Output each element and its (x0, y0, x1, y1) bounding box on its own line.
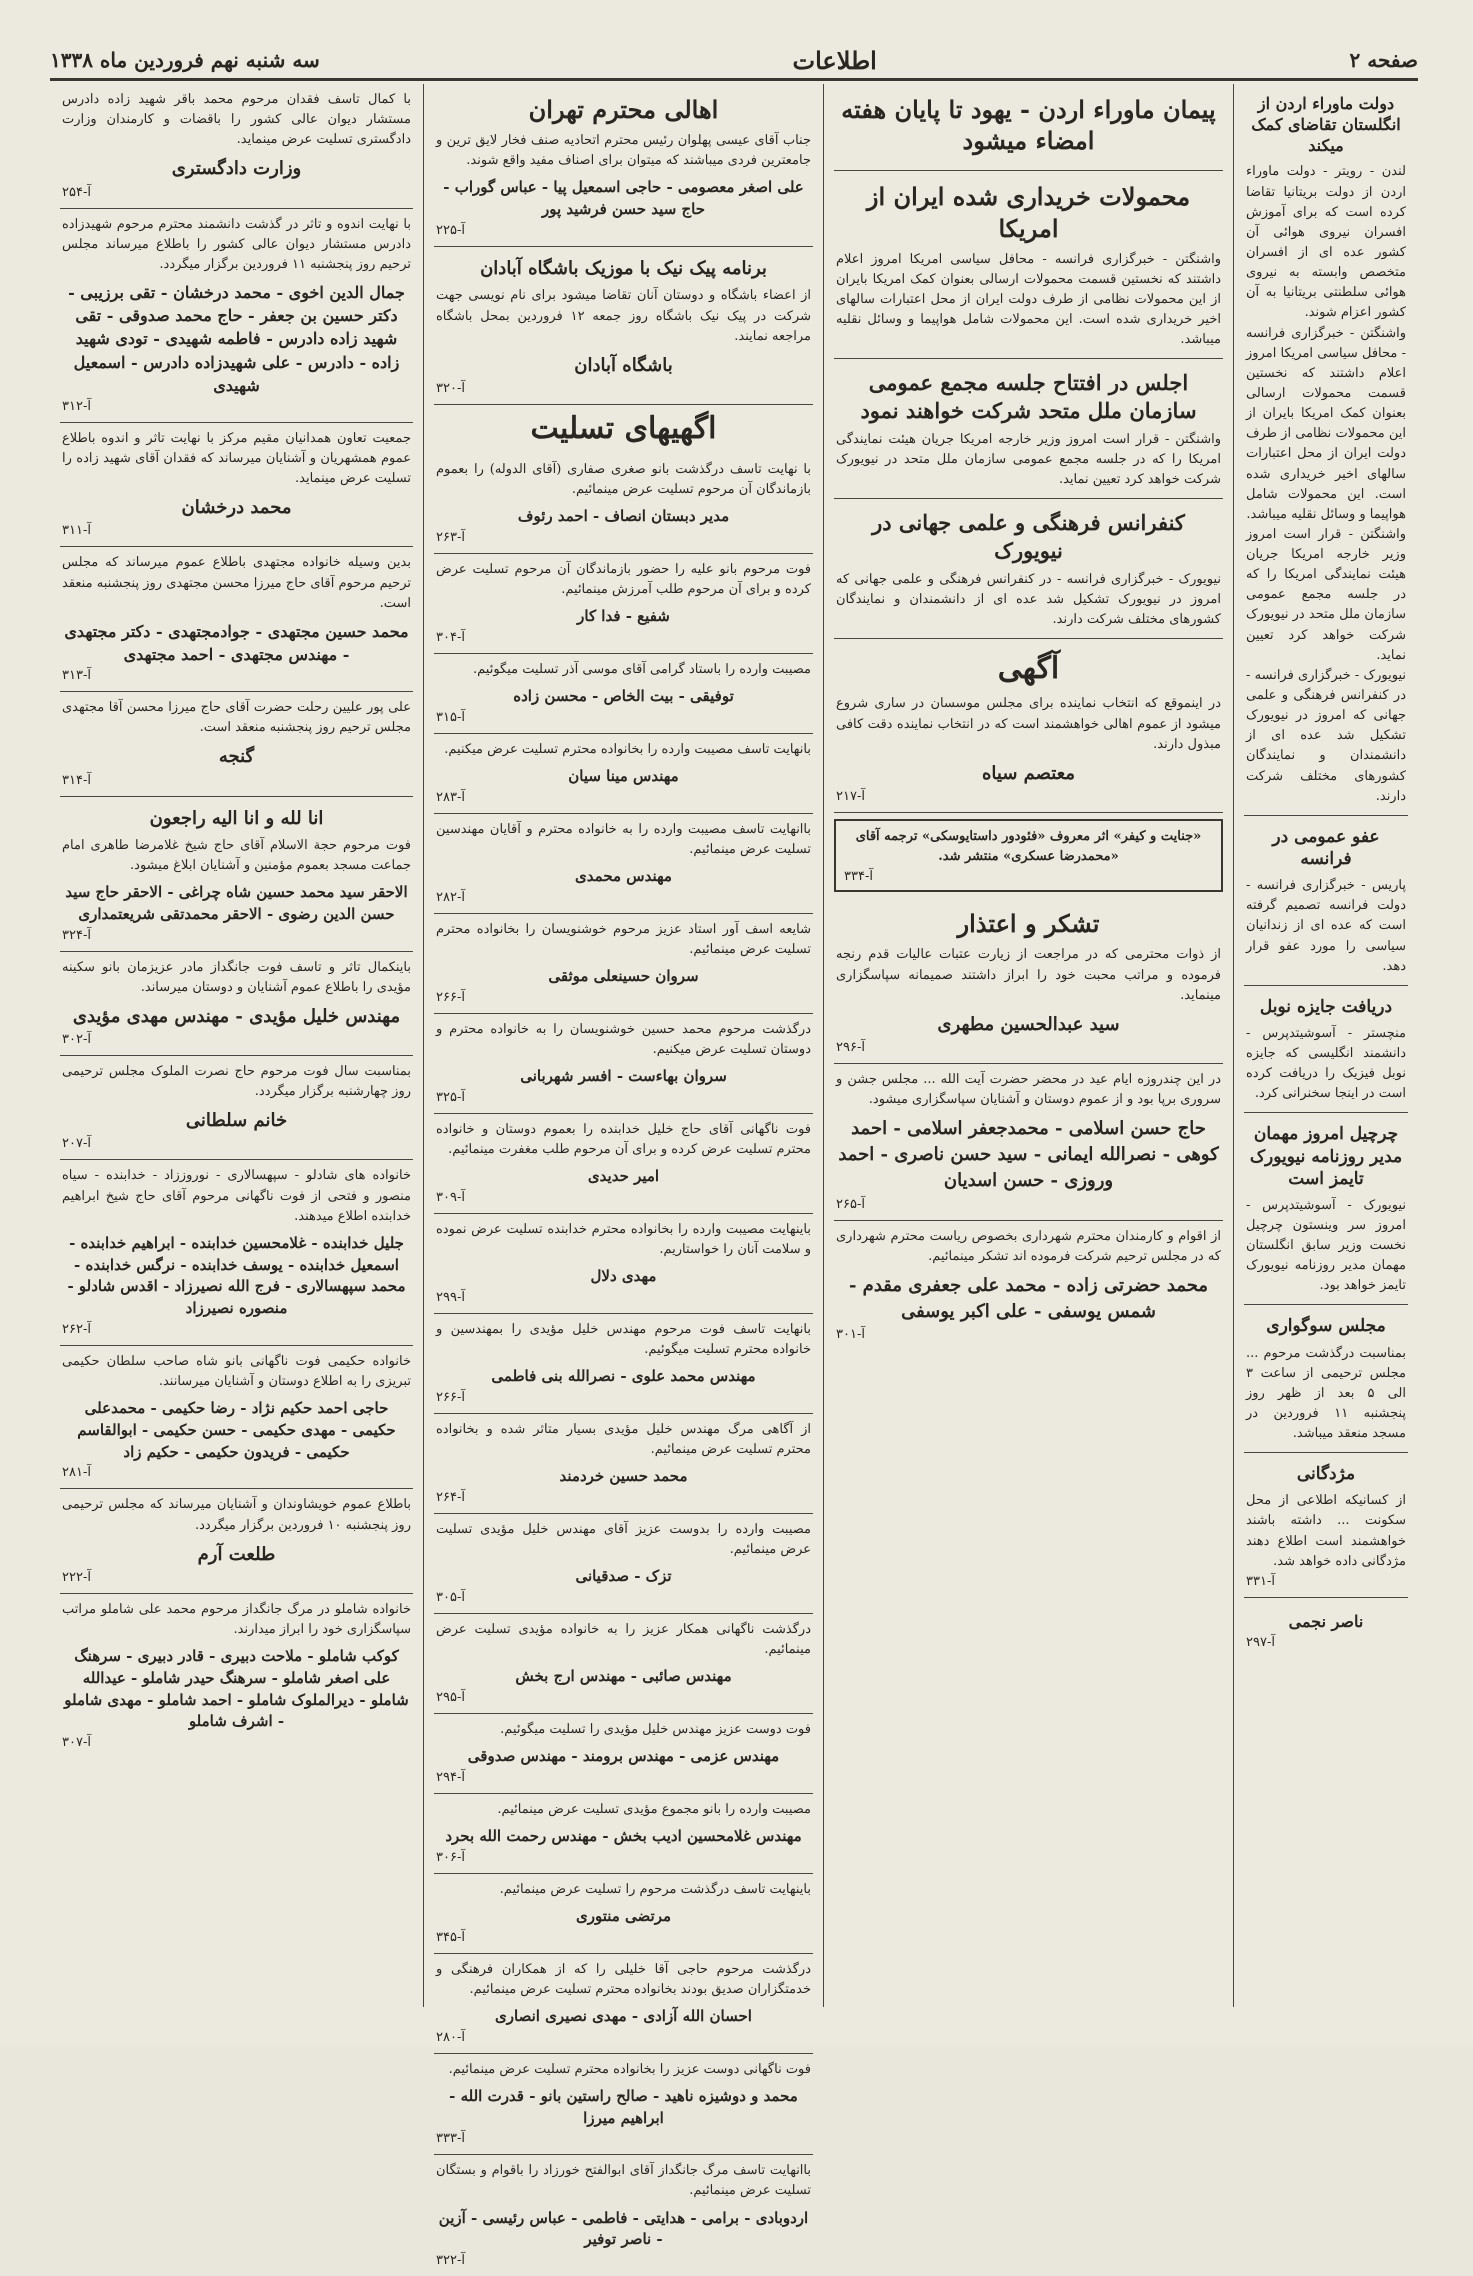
tehran-ad-text: جناب آقای عیسی پهلوان رئیس محترم اتحادیه صنف فخار لایق ترین و جامعترین فردی میباشند که میتوان برای اصناف مفید واقع شوند. (436, 133, 811, 169)
condolence-8-text: فوت ناگهانی آقای حاج خلیل خدابنده را بعموم دوستان و خانواده محترم تسلیت عرض کرده و برای آن مرحوم طلب مغفرت مینمائیم. (436, 1121, 811, 1157)
obituary-12-ref: ۳۰۷-آ (62, 1735, 91, 1751)
tehran-ad (434, 84, 813, 247)
column-ads (423, 84, 823, 2269)
notice-headline: آگهی (997, 651, 1060, 687)
obituary-1-text: با کمال تاسف فقدان مرحوم محمد باقر شهید زاده دادرس مستشار دیوان عالی کشور را باقضات و کارمندان وزارت دادگستری تسلیت عرض مینماید. (62, 92, 411, 148)
condolence-5-signature: مهندس محمدی (575, 867, 672, 885)
club-ad-headline: برنامه پیک نیک با موزیک باشگاه آبادان (480, 257, 767, 279)
condolence-6-ref: ۲۶۶-آ (436, 989, 465, 1005)
jordan-aid-text-extra2: نیویورک - خبرگزاری فرانسه - در کنفرانس فرهنگی و علمی جهانی که امروز در نیویورک تشکیل شد عده ای از دانشمندان و نمایندگان کشورهای مختلف شرکت دارند. (1246, 667, 1406, 804)
condolence-15-signature: مهندس غلامحسین ادیب بخش - مهندس رحمت الله بحرد (445, 1827, 802, 1846)
condolence-2-text: فوت مرحوم بانو علیه را حضور بازماندگان آن مرحوم تسلیت عرض کرده و برای آن مرحوم طلب آمرزش مینمائیم. (436, 561, 811, 598)
thanks-article (834, 898, 1223, 1064)
obituary-5-signature: گنجه (218, 746, 255, 768)
treaty-headline: پیمان ماوراء اردن - یهود تا پایان هفته امضاء میشود (841, 95, 1216, 156)
obituary-2-ref: ۳۱۲-آ (62, 398, 91, 414)
condolence-14-ref: ۲۹۴-آ (436, 1769, 465, 1785)
condolence-11 (434, 1414, 813, 1514)
club-ad (434, 247, 813, 405)
obituary-10-signature: حاجی احمد حکیم نژاد - رضا حکیمی - محمدعلی حکیمی - مهدی حکیمی - حسن حکیمی - ابوالقاسم حکیمی - فریدون حکیمی - حکیم زاد (77, 1399, 396, 1461)
jordan-aid-article (1244, 84, 1408, 816)
condolence-15-ref: ۳۰۶-آ (436, 1849, 465, 1865)
condolence-14 (434, 1714, 813, 1794)
obituary-12-text: خانواده شاملو در مرگ جانگداز مرحوم محمد علی شاملو مراتب سپاسگزاری خود را ابراز میدارند. (62, 1601, 411, 1637)
condolence-5-ref: ۲۸۲-آ (436, 889, 465, 905)
condolence-1-signature: مدیر دبستان انصاف - احمد رئوف (517, 507, 730, 526)
condolence-9-signature: مهدی دلال (590, 1267, 657, 1286)
obituary-9-ref: ۲۶۲-آ (62, 1321, 91, 1337)
condolence-4-text: بانهایت تاسف مصیبت وارده را بخانواده محترم تسلیت عرض میکنیم. (444, 741, 811, 757)
condolence-16-text: باینهایت تاسف درگذشت مرحوم را تسلیت عرض مینمائیم. (499, 1881, 811, 1897)
page-number: صفحه ۲ (1349, 48, 1418, 72)
condolence-8-signature: امیر حدیدی (587, 1167, 660, 1186)
amnesty-headline: عفو عمومی در فرانسه (1272, 826, 1380, 869)
jordan-aid-text: لندن - رویتر - دولت ماوراء اردن از دولت بریتانیا تقاضا کرده است که برای آموزش افسران نیروی هوائی آن کشور عده ای از افسران متخصص وابسته به نیروی هوائی سلطنتی بریتانیا به آن کشور اعزام شوند. (1246, 164, 1406, 321)
reward-text: از کسانیکه اطلاعی از محل سکونت ... داشته باشند خواهشمند است اطلاع دهند مژدگانی داده خواهد شد. (1246, 1493, 1406, 1569)
reward-notice (1244, 1453, 1408, 1598)
un-article (834, 359, 1223, 499)
thanks-text: از ذوات محترمی که در مراجعت از زیارت عتبات عالیات قدم رنجه فرموده و مراتب محبت خود را ابراز داشتند صمیمانه سپاسگزاری مینماید. (836, 947, 1221, 1003)
last-notice (1244, 1598, 1408, 1658)
obituary-11-signature: طلعت آرم (197, 1543, 276, 1565)
gratitude-ref: ۲۶۵-آ (836, 1196, 865, 1212)
condolence-7-signature: سروان بهاءست - افسر شهربانی (520, 1067, 727, 1086)
condolence-6 (434, 914, 813, 1014)
book-ad-text: «جنایت و کیفر» اثر معروف «فئودور داستایوسکی» ترجمه آقای «محمدرضا عسکری» منتشر شد. (855, 829, 1202, 865)
condolence-3-text: مصیبت وارده را باستاد گرامی آقای موسی آذر تسلیت میگوئیم. (473, 661, 811, 677)
amnesty-text: پاریس - خبرگزاری فرانسه - دولت فرانسه تصمیم گرفته است که عده ای از زندانیان سیاسی را مورد عفو قرار دهد. (1246, 878, 1406, 974)
obituary-4-signature: محمد حسین مجتهدی - جوادمجتهدی - دکتر مجتهدی - مهندس مجتهدی - احمد مجتهدی (64, 621, 409, 664)
condolence-13-signature: مهندس صائبی - مهندس ارج بخش (515, 1667, 732, 1686)
gratitude-signature: حاج حسن اسلامی - محمدجعفر اسلامی - احمد کوهی - نصرالله ایمانی - سید حسن ناصری - احمد وروزی - حسن اسدیان (838, 1118, 1219, 1192)
obituary-2-signature: جمال الدین اخوی - محمد درخشان - تقی برزیبی - دکتر حسین بن جعفر - حاج محمد صدوقی - تقی شهید زاده دادرس - فاطمه شهیدی - تودی شهید زاده - دادرس - علی شهیدزاده دادرس - اسمعیل شهیدی (68, 282, 405, 395)
obituary-3-ref: ۳۱۱-آ (62, 523, 91, 539)
book-ad-ref: ۳۳۴-آ (844, 869, 873, 885)
condolence-13-text: درگذشت ناگهانی همکار عزیز را به خانواده مؤیدی تسلیت عرض مینمائیم. (436, 1621, 811, 1658)
condolence-19-ref: ۳۲۲-آ (436, 2253, 465, 2269)
obituary-6-signature: الاحقر سید محمد حسین شاه چراغی - الاحقر حاج سید حسن الدین رضوی - الاحقر محمدتقی شریعتمداری (65, 883, 408, 923)
obituary-2 (60, 209, 413, 423)
condolence-16-ref: ۳۴۵-آ (436, 1929, 465, 1945)
columns (50, 84, 1418, 2269)
jordan-aid-text-extra: واشنگتن - قرار است امروز وزیر خارجه امریکا جریان هیئت نمایندگی امریکا را که در جلسه مجمع عمومی سازمان ملل متحد در نیویورک شرکت خواهد کرد تعیین نماید. (1246, 526, 1406, 663)
reward-headline: مژدگانی (1296, 1464, 1356, 1485)
condolence-12-ref: ۳۰۵-آ (436, 1589, 465, 1605)
condolence-9-ref: ۲۹۹-آ (436, 1289, 465, 1305)
condolence-17-text: درگذشت مرحوم حاجی آقا خلیلی را که از همکاران فرهنگی و خدمتگزاران صدیق بودند بخانواده محترم تسلیت عرض مینمائیم. (436, 1961, 811, 1997)
amnesty-article (1244, 816, 1408, 986)
condolence-2-signature: شفیع - فدا کار (577, 607, 670, 626)
issue-date: سه شنبه نهم فروردین ماه ۱۳۳۸ (50, 48, 320, 72)
column-news (823, 84, 1233, 2007)
condolence-2-ref: ۳۰۴-آ (436, 629, 465, 645)
condolence-16 (434, 1874, 813, 1954)
condolence-14-text: فوت دوست عزیز مهندس خلیل مؤیدی را تسلیت میگوئیم. (500, 1722, 811, 1737)
condolence-1 (434, 454, 813, 554)
club-ad-text: از اعضاء باشگاه و دوستان آنان تقاضا میشود برای نام نویسی جهت شرکت در پیک نیک باشگاه روز جمعه ۱۲ فروردین بمحل باشگاه مراجعه نمایند. (436, 288, 811, 344)
arms-article (834, 171, 1223, 359)
condolence-10-signature: مهندس محمد علوی - نصرالله بنی فاطمی (491, 1367, 756, 1386)
condolence-18-text: فوت ناگهانی دوست عزیز را بخانواده محترم تسلیت عرض مینمائیم. (448, 2061, 811, 2077)
obituary-3 (60, 423, 413, 548)
tehran-ad-signature: علی اصغر معصومی - حاجی اسمعیل پیا - عباس گوراب - حاج سید حسن فرشید پور (443, 178, 804, 219)
obituary-4-text: بدین وسیله خانواده مجتهدی باطلاع عموم میرساند که مجلس ترحیم مرحوم آقای حاج میرزا محسن مجتهدی روز پنجشنبه منعقد است. (62, 555, 411, 611)
obituary-11 (60, 1489, 413, 1593)
obituary-8-ref: ۲۰۷-آ (62, 1136, 91, 1152)
obituary-10-ref: ۲۸۱-آ (62, 1465, 91, 1481)
condolence-17 (434, 1954, 813, 2054)
obituary-7-signature: مهندس خلیل مؤیدی - مهندس مهدی مؤیدی (72, 1006, 401, 1028)
conference-article (834, 499, 1223, 639)
condolence-19-text: باانهایت تاسف مرگ جانگداز آقای ابوالفتح خورزاد را باقوام و بستگان تسلیت عرض مینمائیم. (436, 2163, 811, 2199)
obituary-7-ref: ۳۰۲-آ (62, 1032, 91, 1048)
condolence-19 (434, 2155, 813, 2276)
jordan-aid-text-more: واشنگتن - خبرگزاری فرانسه - محافل سیاسی امریکا امروز اعلام داشتند که نخستین قسمت محمولات ارسالی بعنوان کمک امریکا بایران از این محمولات نظامی از طرف دولت ایران از محل اعتبارات سالهای اخیر خریداری شده است. این محمولات شامل هواپیما و وسائل نقلیه میباشد. (1246, 325, 1406, 522)
obituary-6-text: فوت مرحوم حجة الاسلام آقای حاج شیخ غلامرضا طاهری امام جماعت مسجد بعموم مؤمنین و آشنایان ابلاغ میشود. (62, 837, 411, 874)
condolence-17-ref: ۲۸۰-آ (436, 2029, 465, 2045)
obituary-8 (60, 1056, 413, 1160)
obituary-7-text: باینکمال تاثر و تاسف فوت جانگداز مادر عزیزمان بانو سکینه مؤیدی را باطلاع عموم آشنایان و دوستان میرساند. (62, 959, 411, 995)
mourning-text: بمناسبت درگذشت مرحوم ... مجلس ترحیمی از ساعت ۳ الی ۵ بعد از ظهر روز پنجشنبه ۱۱ فروردین در مسجد منعقد میباشد. (1246, 1345, 1407, 1442)
obituary-8-signature: خانم سلطانی (185, 1110, 288, 1132)
condolence-14-signature: مهندس عزمی - مهندس برومند - مهندس صدوقی (467, 1747, 780, 1766)
condolence-12-signature: تزک - صدقیانی (575, 1567, 672, 1586)
obituary-5 (60, 692, 413, 796)
condolence-19-signature: اردوبادی - برامی - هدایتی - فاطمی - عباس رئیسی - آزین - ناصر توفیر (438, 2208, 809, 2249)
condolence-9-text: باینهایت مصیبت وارده را بخانواده محترم خدابنده تسلیت عرض نموده و سلامت آنان را خواستاریم. (436, 1221, 811, 1257)
condolence-15-text: مصیبت وارده را بانو مجموع مؤیدی تسلیت عرض مینمائیم. (497, 1801, 811, 1817)
notice-signature: معتصم سیاه (981, 762, 1076, 784)
column-obituaries (50, 84, 423, 2007)
obituary-12 (60, 1594, 413, 1758)
tehran-ad-headline: اهالی محترم تهران (528, 95, 719, 124)
un-text: واشنگتن - قرار است امروز وزیر خارجه امریکا جریان هیئت نمایندگی امریکا را که در جلسه مجمع عمومی سازمان ملل متحد در نیویورک شرکت خواهد کرد تعیین نماید. (836, 432, 1221, 488)
club-ad-ref: ۳۲۰-آ (436, 380, 465, 396)
obituary-6-ref: ۳۲۴-آ (62, 927, 91, 943)
last-notice-signature: ناصر نجمی (1288, 1611, 1364, 1631)
obituary-5-text: علی پور علیین رحلت حضرت آقای حاج میرزا محسن آقا مجتهدی مجلس ترحیم روز پنجشنبه منعقد است. (62, 700, 411, 736)
condolence-4-signature: مهندس مینا سیان (568, 766, 679, 785)
condolence-4 (434, 734, 813, 814)
condolence-16-signature: مرتضی منتوری (575, 1906, 672, 1925)
churchill-text: نیویورک - آسوشیتدپرس - امروز سر وینستون چرچیل نخست وزیر سابق انگلستان مهمان مدیر روزنامه نیویورک تایمز خواهد بود. (1246, 1197, 1406, 1294)
condolence-7-ref: ۳۲۵-آ (436, 1089, 465, 1105)
arms-text: واشنگتن - خبرگزاری فرانسه - محافل سیاسی امریکا امروز اعلام داشتند که نخستین قسمت محمولات ارسالی بعنوان کمک امریکا بایران از این محمولات نظامی از طرف دولت ایران از محل اعتبارات سالهای اخیر خریداری شده است. این محمولات شامل هواپیما و وسائل نقلیه میباشد. (836, 251, 1221, 348)
obituary-6 (60, 797, 413, 952)
obituary-10-text: خانواده حکیمی فوت ناگهانی بانو شاه صاحب سلطان حکیمی تبریزی را به اطلاع دوستان و آشنایان میرسانند. (62, 1353, 411, 1390)
condolence-3 (434, 654, 813, 734)
masthead (50, 42, 1418, 81)
obituary-4 (60, 547, 413, 692)
obituary-6-headline: انا لله و انا الیه راجعون (149, 807, 324, 829)
obituary-7 (60, 952, 413, 1056)
condolence-2 (434, 554, 813, 654)
condolence-1-text: با نهایت تاسف درگذشت بانو صغری صفاری (آقای الدوله) را بعموم بازماندگان آن مرحوم تسلیت عرض مینمائیم. (436, 461, 811, 498)
churchill-headline: چرچیل امروز مهمان مدیر روزنامه نیویورک تایمز است (1249, 1124, 1403, 1189)
obituary-10 (60, 1346, 413, 1490)
book-ad (834, 819, 1223, 892)
municipality-thanks (834, 1221, 1223, 1350)
condolence-section-title: اگهیهای تسلیت (530, 410, 717, 446)
nobel-text: منچستر - آسوشیتدپرس - دانشمند انگلیسی که جایزه نوبل فیزیک را دریافت کرده است در اینجا سخنرانی کرد. (1246, 1025, 1406, 1102)
mourning-notice (1244, 1305, 1408, 1453)
municipality-thanks-signature: محمد حضرتی زاده - محمد علی جعفری مقدم - شمس یوسفی - علی اکبر یوسفی (848, 1274, 1209, 1322)
nobel-article (1244, 986, 1408, 1114)
thanks-signature: سید عبدالحسین مطهری (937, 1013, 1120, 1035)
condolence-17-signature: احسان الله آزادی - مهدی نصیری انصاری (495, 2006, 752, 2025)
condolence-12-text: مصیبت وارده را بدوست عزیز آقای مهندس خلیل مؤیدی تسلیت عرض مینمائیم. (436, 1521, 811, 1558)
obituary-11-ref: ۲۲۲-آ (62, 1569, 91, 1585)
obituary-2-text: با نهایت اندوه و تاثر در گذشت دانشمند محترم مرحوم شهیدزاده دادرس مستشار دیوان عالی کشور را باطلاع میرساند مجلس ترحیم روز پنجشنبه ۱۱ فروردین برگزار میگردد. (62, 216, 411, 272)
arms-headline: محمولات خریداری شده ایران از امریکا (866, 182, 1191, 243)
notice-ref: ۲۱۷-آ (836, 789, 865, 804)
thanks-ref: ۲۹۶-آ (836, 1039, 865, 1055)
reward-ref: ۳۳۱-آ (1246, 1573, 1275, 1589)
condolence-9 (434, 1214, 813, 1314)
obituary-3-text: جمعیت تعاون همدانیان مقیم مرکز با نهایت تاثر و اندوه باطلاع عموم همشهریان و آشنایان میرساند که فقدان آقای شهید زاده را تسلیت عرض مینماید. (62, 430, 411, 487)
condolence-13 (434, 1614, 813, 1714)
condolence-12 (434, 1514, 813, 1614)
un-headline: اجلس در افتتاح جلسه مجمع عمومی سازمان ملل متحد شرکت خواهند نمود (860, 370, 1197, 423)
newspaper-name: اطلاعات (792, 45, 877, 75)
nobel-headline: دریافت جایزه نوبل (1259, 996, 1393, 1017)
obituary-3-signature: محمد درخشان (181, 497, 292, 519)
condolence-6-text: شایعه اسف آور استاد عزیز مرحوم خوشنویسان را بخانواده محترم تسلیت عرض مینمائیم. (436, 921, 811, 957)
condolence-11-signature: محمد حسین خردمند (559, 1467, 688, 1486)
notice-article (834, 639, 1223, 813)
obituary-8-text: بمناسبت سال فوت مرحوم حاج نصرت الملوک مجلس ترحیمی روز چهارشنبه برگزار میگردد. (62, 1064, 411, 1100)
club-ad-signature: باشگاه آبادان (574, 354, 673, 376)
condolence-11-text: از آگاهی مرگ مهندس خلیل مؤیدی بسیار متاثر شده و بخانواده محترم تسلیت عرض مینمائیم. (436, 1421, 811, 1458)
municipality-thanks-ref: ۳۰۱-آ (836, 1327, 865, 1343)
condolence-4-ref: ۲۸۳-آ (436, 789, 465, 805)
condolence-15 (434, 1794, 813, 1874)
obituary-1-ref: ۲۵۴-آ (62, 184, 91, 200)
obituary-1-signature: وزارت دادگستری (171, 158, 302, 180)
condolence-8 (434, 1114, 813, 1214)
obituary-4-ref: ۳۱۳-آ (62, 668, 91, 684)
obituary-11-text: باطلاع عموم خویشاوندان و آشنایان میرساند که مجلس ترحیمی روز پنجشنبه ۱۰ فروردین برگزار میگردد. (62, 1497, 411, 1533)
obituary-9-signature: جلیل خدابنده - غلامحسین خدابنده - ابراهیم خدابنده - اسمعیل خدابنده - یوسف خدابنده - نرگس خدابنده - محمد سپهسالاری - فرج الله نصیرزاد - اقدس شادلو - منصوره نصیرزاد (67, 1233, 406, 1318)
obituary-9-text: خانواده های شادلو - سپهسالاری - نوروززاد - خدابنده - سیاه منصور و فتحی از فوت ناگهانی مرحوم آقای حاج شیخ ابراهیم خدابنده اطلاع میدهند. (62, 1168, 411, 1224)
conference-text: نیویورک - خبرگزاری فرانسه - در کنفرانس فرهنگی و علمی جهانی که امروز در نیویورک تشکیل شد عده ای از دانشمندان و نمایندگان کشورهای مختلف شرکت دارند. (836, 572, 1221, 628)
thanks-headline: تشکر و اعتذار (957, 909, 1100, 939)
gratitude-text: در این چندروزه ایام عید در محضر حضرت آیت الله ... مجلس جشن و سروری برپا بود و از عموم دوستان و آشنایان سپاسگزاری میشود. (836, 1071, 1221, 1108)
condolence-10-text: بانهایت تاسف فوت مرحوم مهندس خلیل مؤیدی را بمهندسین و خانواده محترم تسلیت میگوئیم. (436, 1321, 811, 1358)
mourning-headline: مجلس سوگواری (1266, 1316, 1386, 1337)
condolence-8-ref: ۳۰۹-آ (436, 1189, 465, 1205)
condolence-1-ref: ۲۶۳-آ (436, 529, 465, 545)
last-notice-ref: ۲۹۷-آ (1246, 1635, 1275, 1651)
condolence-3-ref: ۳۱۵-آ (436, 709, 465, 725)
gratitude-article (834, 1064, 1223, 1221)
obituary-9 (60, 1160, 413, 1345)
condolence-13-ref: ۲۹۵-آ (436, 1690, 465, 1705)
condolence-3-signature: توفیقی - بیت الخاص - محسن زاده (513, 687, 734, 706)
condolence-10 (434, 1314, 813, 1414)
condolence-18 (434, 2054, 813, 2156)
condolence-5-text: باانهایت تاسف مصیبت وارده را به خانواده محترم و آقایان مهندسین تسلیت عرض مینمائیم. (436, 821, 811, 857)
obituary-12-signature: کوکب شاملو - ملاحت دبیری - قادر دبیری - سرهنگ علی اصغر شاملو - سرهنگ حیدر شاملو - عیدالله شاملو - دیرالملوک شاملو - احمد شاملو - مهدی شاملو - اشرف شاملو (64, 1647, 409, 1731)
obituary-5-ref: ۳۱۴-آ (62, 772, 91, 788)
treaty-article (834, 84, 1223, 171)
condolence-18-ref: ۳۳۳-آ (436, 2131, 465, 2147)
tehran-ad-ref: ۲۲۵-آ (436, 222, 465, 238)
notice-text: در اینموقع که انتخاب نماینده برای مجلس موسسان در ساری شروع میشود از عموم اهالی خواهشمند است که در انتخاب نماینده دقت کافی مبذول دارند. (836, 696, 1221, 752)
condolence-18-signature: محمد و دوشیزه ناهید - صالح راستین بانو - قدرت الله - ابراهیم میرزا (449, 2086, 798, 2127)
condolence-7 (434, 1014, 813, 1114)
condolence-6-signature: سروان حسینعلی موثقی (548, 967, 699, 986)
conference-headline: کنفرانس فرهنگی و علمی جهانی در نیویورک (872, 510, 1185, 563)
obituary-1 (60, 84, 413, 209)
condolence-5 (434, 814, 813, 914)
jordan-aid-headline: دولت ماوراء اردن از انگلستان تقاضای کمک میکند (1251, 94, 1401, 155)
column-right (1233, 84, 1418, 2007)
churchill-article (1244, 1113, 1408, 1305)
condolence-10-ref: ۲۶۶-آ (436, 1389, 465, 1405)
condolence-11-ref: ۲۶۴-آ (436, 1489, 465, 1505)
municipality-thanks-text: از اقوام و کارمندان محترم شهرداری بخصوص ریاست محترم شهرداری که در مجلس ترحیم شرکت فرموده اند تشکر مینمائیم. (836, 1228, 1221, 1264)
condolence-7-text: درگذشت مرحوم محمد حسین خوشنویسان را به خانواده محترم و دوستان تسلیت عرض میکنیم. (436, 1021, 811, 1057)
